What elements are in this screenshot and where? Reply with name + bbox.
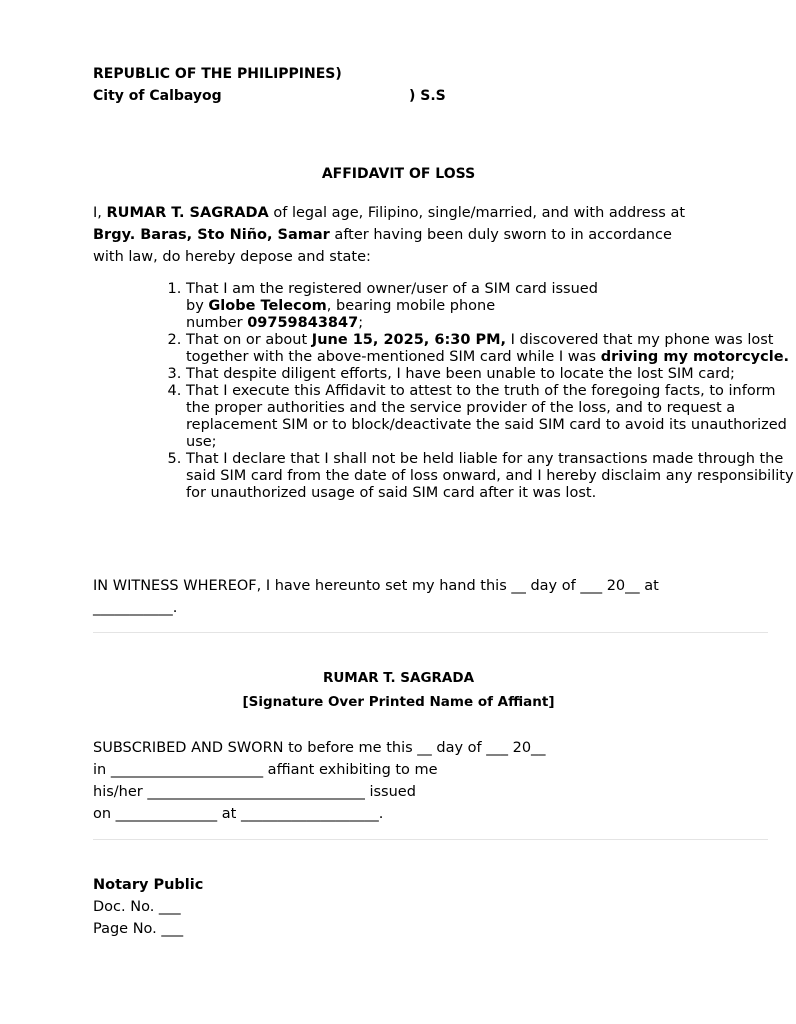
statement-item: 5. That I declare that I shall not be held liable for any transactions made through the said SIM card from the date of loss onward, and I hereby disclaim any responsibility for unauthorized usage of said SIM card after it was lost. [186,451,796,502]
affiant-signature-caption: [Signature Over Printed Name of Affiant] [242,694,555,710]
loss-activity: driving my motorcycle. [600,349,790,365]
item1-text-a: That I am the registered owner/user of a SIM card issued [186,281,598,297]
affiant-name: RUMAR T. SAGRADA [322,670,475,686]
witness-paragraph [93,575,713,619]
page-number: Page No. ___ [93,921,184,937]
jurat-line-3: his/her ______________________________ issued [93,784,416,800]
statement-item: 3. That despite diligent efforts, I have been unable to locate the lost SIM card; [186,366,796,383]
affiant-name-inline: RUMAR T. SAGRADA [106,205,269,221]
jurat-paragraph [93,737,713,825]
intro-paragraph [93,202,703,268]
notary-block [93,874,203,940]
item1-text-c: , bearing mobile phone [326,298,496,314]
intro-text-1: I, [93,205,107,221]
intro-text-2: of legal age, Filipino, single/married, and with address at [268,205,686,221]
header-city-line [93,86,513,106]
header-city: City of Calbayog [93,88,222,104]
mobile-number: 09759843847 [247,315,359,331]
witness-line-1: IN WITNESS WHEREOF, I have hereunto set my hand this __ day of ___ 20__ at [93,578,659,594]
affiant-address: Brgy. Baras, Sto Niño, Samar [93,227,330,243]
divider [93,632,768,633]
sim-provider: Globe Telecom [208,298,327,314]
doc-number: Doc. No. ___ [93,899,181,915]
header-republic: REPUBLIC OF THE PHILIPPINES) [93,66,342,82]
loss-date: June 15, 2025, 6:30 PM, [311,332,507,348]
header-ss: ) S.S [409,88,446,104]
notary-title: Notary Public [93,877,204,893]
statement-item: 4. That I execute this Affidavit to attest to the truth of the foregoing facts, to inform the proper authorities and the service provider of the loss, and to request a replacement SIM or to block/deactivate the said SIM card to avoid its unauthorized use; [186,383,796,451]
statement-item [186,332,796,366]
document-title: AFFIDAVIT OF LOSS [321,166,476,182]
statement-list [93,281,796,502]
affidavit-document [93,0,794,1024]
item2-text-b: I discovered that my phone was lost together with the above-mentioned SIM card while I was [186,332,774,365]
item1-text-d: number [186,315,248,331]
intro-text-3: after having been duly sworn to in accordance with law, do hereby depose and state: [93,227,672,265]
divider [93,839,768,840]
witness-line-2: ___________. [93,600,178,616]
item1-text-e: ; [358,315,364,331]
jurat-line-2: in _____________________ affiant exhibiting to me [93,762,438,778]
jurat-line-1: SUBSCRIBED AND SWORN to before me this __ day of ___ 20__ [93,740,546,756]
item2-text-a: That on or about [186,332,312,348]
jurat-line-4: on ______________ at ___________________. [93,806,384,822]
statement-item [186,281,796,332]
item1-text-b: by [186,298,209,314]
